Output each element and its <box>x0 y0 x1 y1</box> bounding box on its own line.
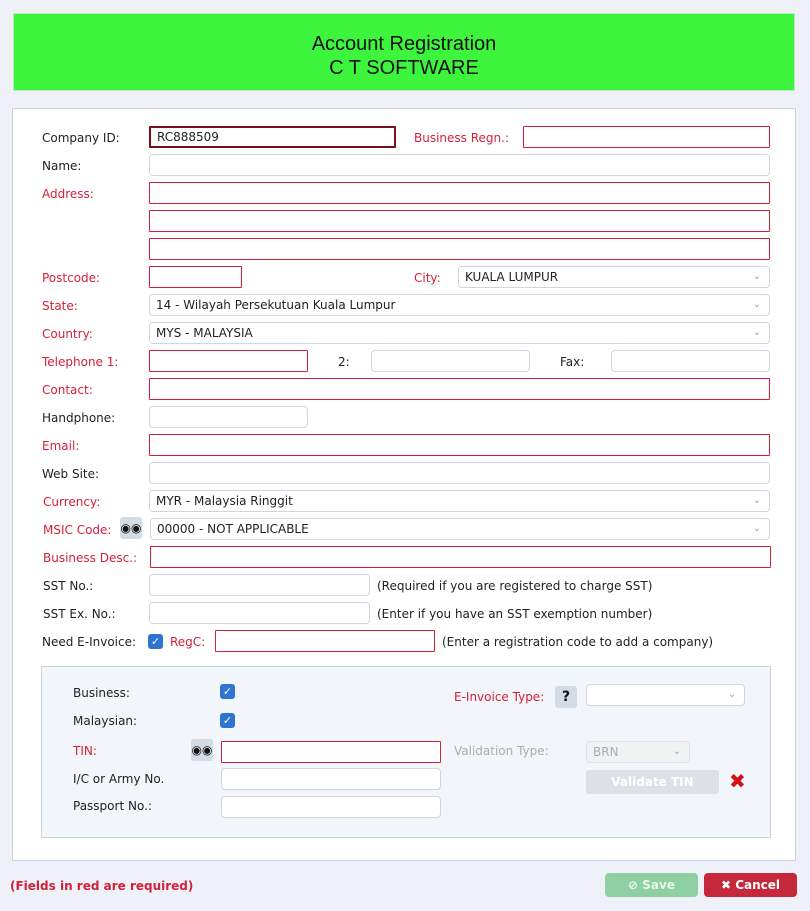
city-select-value: KUALA LUMPUR <box>465 270 559 284</box>
telephone2-label: 2: <box>338 355 350 369</box>
currency-select[interactable] <box>149 490 770 512</box>
msic-code-select[interactable] <box>150 518 770 540</box>
address-line2-input[interactable] <box>149 210 770 232</box>
email-label: Email: <box>42 439 80 453</box>
contact-input[interactable] <box>149 378 770 400</box>
einvoice-type-label: E-Invoice Type: <box>454 690 545 704</box>
telephone1-label: Telephone 1: <box>42 355 119 369</box>
chevron-down-icon: ⌄ <box>752 523 761 534</box>
postcode-input[interactable] <box>149 266 242 288</box>
company-id-input[interactable]: RC888509 <box>149 126 396 148</box>
handphone-input[interactable] <box>149 406 308 428</box>
chevron-down-icon: ⌄ <box>752 327 761 338</box>
fax-input[interactable] <box>611 350 770 372</box>
handphone-label: Handphone: <box>42 411 116 425</box>
contact-label: Contact: <box>42 383 93 397</box>
name-input[interactable] <box>149 154 770 176</box>
validate-tin-button[interactable]: Validate TIN <box>586 770 719 794</box>
passport-label: Passport No.: <box>73 799 152 813</box>
currency-label: Currency: <box>43 495 101 509</box>
cancel-button[interactable] <box>704 873 797 897</box>
country-label: Country: <box>42 327 93 341</box>
save-label: Save <box>642 878 675 892</box>
ic-army-input[interactable] <box>221 768 441 790</box>
state-select-value: 14 - Wilayah Persekutuan Kuala Lumpur <box>156 298 396 312</box>
chevron-down-icon: ⌄ <box>752 495 761 506</box>
ic-army-label: I/C or Army No. <box>73 772 165 786</box>
tin-label: TIN: <box>73 744 97 758</box>
help-icon[interactable]: ? <box>555 686 577 708</box>
business-label: Business: <box>73 686 130 700</box>
malaysian-label: Malaysian: <box>73 714 138 728</box>
state-select[interactable] <box>149 294 770 316</box>
sst-no-input[interactable] <box>149 574 370 596</box>
save-button[interactable] <box>605 873 698 897</box>
city-select[interactable] <box>458 266 770 288</box>
page-title: Account Registration <box>311 33 497 55</box>
cancel-icon: ✖ <box>720 878 732 892</box>
currency-select-value: MYR - Malaysia Ringgit <box>156 494 293 508</box>
company-id-label: Company ID: <box>42 131 120 145</box>
city-label: City: <box>414 271 441 285</box>
tin-input[interactable] <box>221 741 441 763</box>
binoculars-icon[interactable]: ◉◉ <box>120 517 142 539</box>
chevron-down-icon: ⌄ <box>752 271 761 282</box>
need-einvoice-checkbox[interactable]: ✓ <box>148 634 163 649</box>
fax-label: Fax: <box>560 355 585 369</box>
chevron-down-icon: ⌄ <box>672 746 681 757</box>
sst-no-hint: (Required if you are registered to charge SST) <box>377 579 653 593</box>
company-name-heading: C T SOFTWARE <box>329 57 479 79</box>
address-line3-input[interactable] <box>149 238 770 260</box>
invalid-x-icon: ✖ <box>729 769 746 793</box>
title-banner <box>13 13 795 91</box>
state-label: State: <box>42 299 78 313</box>
business-desc-label: Business Desc.: <box>43 551 138 565</box>
telephone2-input[interactable] <box>371 350 530 372</box>
sst-ex-no-label: SST Ex. No.: <box>43 607 116 621</box>
validation-type-select-value: BRN <box>593 745 619 759</box>
required-fields-note: (Fields in red are required) <box>10 879 194 893</box>
chevron-down-icon: ⌄ <box>752 299 761 310</box>
sst-no-label: SST No.: <box>43 579 94 593</box>
sst-ex-no-input[interactable] <box>149 602 370 624</box>
need-einvoice-label: Need E-Invoice: <box>42 635 137 649</box>
save-icon: ⊘ <box>628 878 639 892</box>
passport-input[interactable] <box>221 796 441 818</box>
validation-type-label: Validation Type: <box>454 744 549 758</box>
validation-type-select[interactable] <box>586 741 690 763</box>
business-regn-input[interactable] <box>523 126 770 148</box>
address-line1-input[interactable] <box>149 182 770 204</box>
address-label: Address: <box>42 187 94 201</box>
website-label: Web Site: <box>42 467 100 481</box>
email-input[interactable] <box>149 434 770 456</box>
malaysian-checkbox[interactable]: ✓ <box>220 713 235 728</box>
regc-label: RegC: <box>170 635 206 649</box>
cancel-label: Cancel <box>735 878 781 892</box>
msic-code-label: MSIC Code: <box>43 523 112 537</box>
chevron-down-icon: ⌄ <box>727 689 736 700</box>
name-label: Name: <box>42 159 82 173</box>
sst-ex-no-hint: (Enter if you have an SST exemption number) <box>377 607 653 621</box>
postcode-label: Postcode: <box>42 271 101 285</box>
binoculars-icon[interactable]: ◉◉ <box>191 739 213 761</box>
telephone1-input[interactable] <box>149 350 308 372</box>
business-desc-input[interactable] <box>150 546 771 568</box>
country-select-value: MYS - MALAYSIA <box>156 326 253 340</box>
website-input[interactable] <box>149 462 770 484</box>
msic-code-select-value: 00000 - NOT APPLICABLE <box>157 522 309 536</box>
einvoice-type-select[interactable] <box>586 684 745 706</box>
business-regn-label: Business Regn.: <box>414 131 509 145</box>
regc-hint: (Enter a registration code to add a company) <box>442 635 714 649</box>
regc-input[interactable] <box>215 630 435 652</box>
country-select[interactable] <box>149 322 770 344</box>
business-checkbox[interactable]: ✓ <box>220 684 235 699</box>
